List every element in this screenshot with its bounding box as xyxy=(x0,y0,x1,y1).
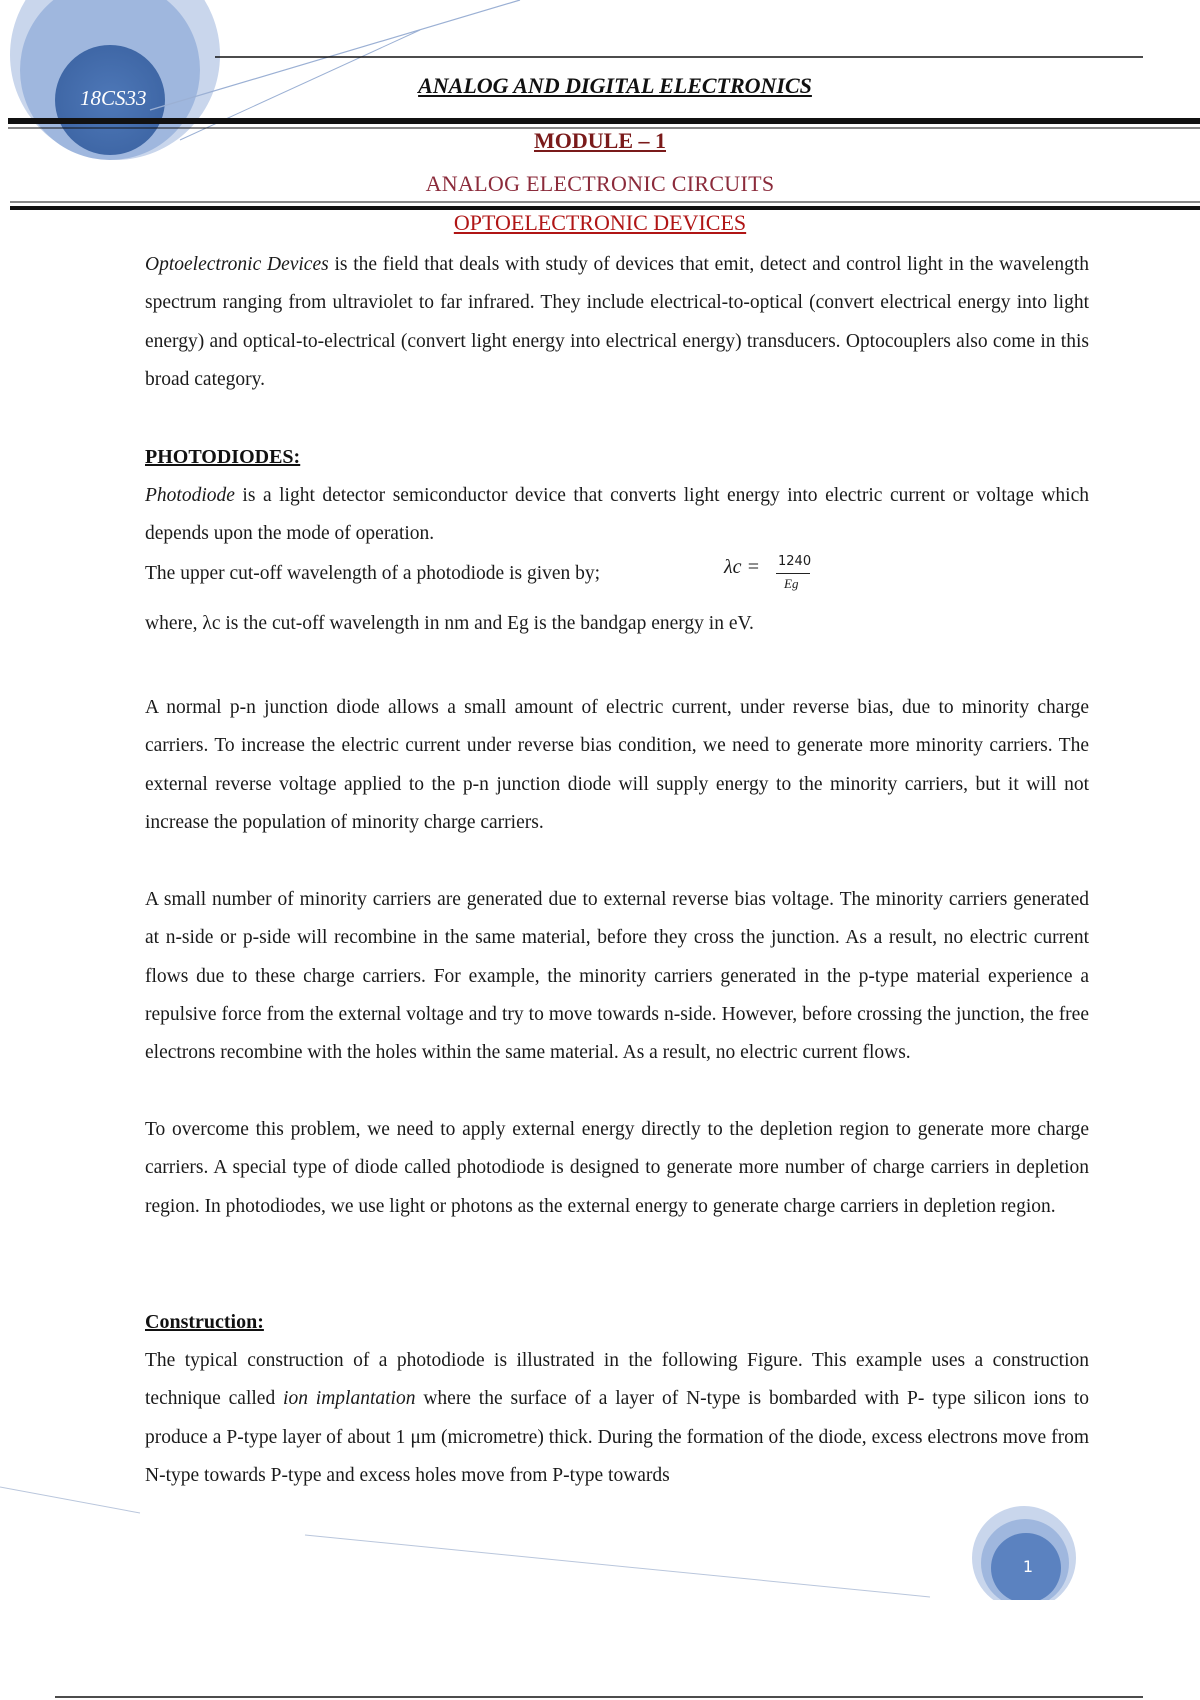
minority-carriers-paragraph: A small number of minority carriers are generated due to external reverse bias voltage. The minority carriers generated at n-side or p-side will recombine in the same material, before they cross the junction. As a result, no electric current flows due to these charge carriers. For example, the minority carriers generated in the p-type material experience a repulsive force from the external voltage and try to move towards n-side. However, before crossing the junction, the free electrons recombine with the holes within the same material. As a result, no electric current flows. xyxy=(145,889,1089,1064)
formula-explanation: where, λc is the cut-off wavelength in nm and Eg is the bandgap energy in eV. xyxy=(145,613,754,634)
solution-paragraph: To overcome this problem, we need to apply external energy directly to the depletion region to generate more charge carriers. A special type of diode called photodiode is designed to generate more number of charge carriers in depletion region. In photodiodes, we use light or photons as the external energy to generate charge carriers in depletion region. xyxy=(145,1119,1089,1217)
course-code: 18CS33 xyxy=(80,86,147,110)
construction-heading: Construction: xyxy=(145,1311,264,1333)
formula-intro: The upper cut-off wavelength of a photodiode is given by; xyxy=(145,563,601,584)
formula-lhs: λc = xyxy=(724,556,761,578)
photodiodes-heading: PHOTODIODES: xyxy=(145,446,301,468)
intro-lead: Optoelectronic Devices xyxy=(145,254,329,275)
construction-paragraph xyxy=(145,1342,1089,1495)
module-label: MODULE – 1 xyxy=(534,128,666,153)
intro-paragraph xyxy=(145,246,1089,399)
document-title: ANALOG AND DIGITAL ELECTRONICS xyxy=(418,73,812,98)
reverse-bias-paragraph: A normal p-n junction diode allows a small amount of electric current, under reverse bias, due to minority charge carriers. To increase the electric current under reverse bias condition, we need to generate more minority carriers. The external reverse voltage applied to the p-n junction diode will supply energy to the minority carriers, but it will not increase the population of minority charge carriers. xyxy=(145,697,1089,833)
photodiode-lead: Photodiode xyxy=(145,485,235,506)
photodiode-text: is a light detector semiconductor device that converts light energy into electric current or voltage which depends upon the mode of operation. xyxy=(145,485,1089,545)
construction-emphasis: ion implantation xyxy=(283,1388,416,1410)
intro-text: is the field that deals with study of devices that emit, detect and control light in the wavelength spectrum ranging from ultraviolet to far infrared. They include electrical-to-optical (convert electrical energy into light energy) and optical-to-electrical (convert light energy into electrical energy) transducers. Optocouplers also come in this broad category. xyxy=(145,254,1089,390)
construction-text-b: where the surface of a layer of N-type is bombarded with P- type silicon ions to produce a P-type layer of about 1 μm (micrometre) thick. During the formation of the diode, excess electrons move from N-type towards P-type and excess holes move from P-type towards xyxy=(145,1388,1089,1486)
photodiode-definition xyxy=(145,477,1089,554)
cutoff-formula xyxy=(724,554,812,591)
page-number: 1 xyxy=(1022,1557,1034,1576)
section-title: OPTOELECTRONIC DEVICES xyxy=(453,210,747,235)
formula-denominator: Eg xyxy=(784,576,799,591)
construction-text-a: The typical construction of a photodiode is illustrated in the following Figure. This example uses a construction technique called xyxy=(145,1350,1089,1410)
fraction-bar xyxy=(776,573,810,574)
header-thick-rule xyxy=(8,118,1200,124)
formula-numerator: 1240 xyxy=(778,554,812,569)
module-subtitle: ANALOG ELECTRONIC CIRCUITS xyxy=(425,171,775,196)
